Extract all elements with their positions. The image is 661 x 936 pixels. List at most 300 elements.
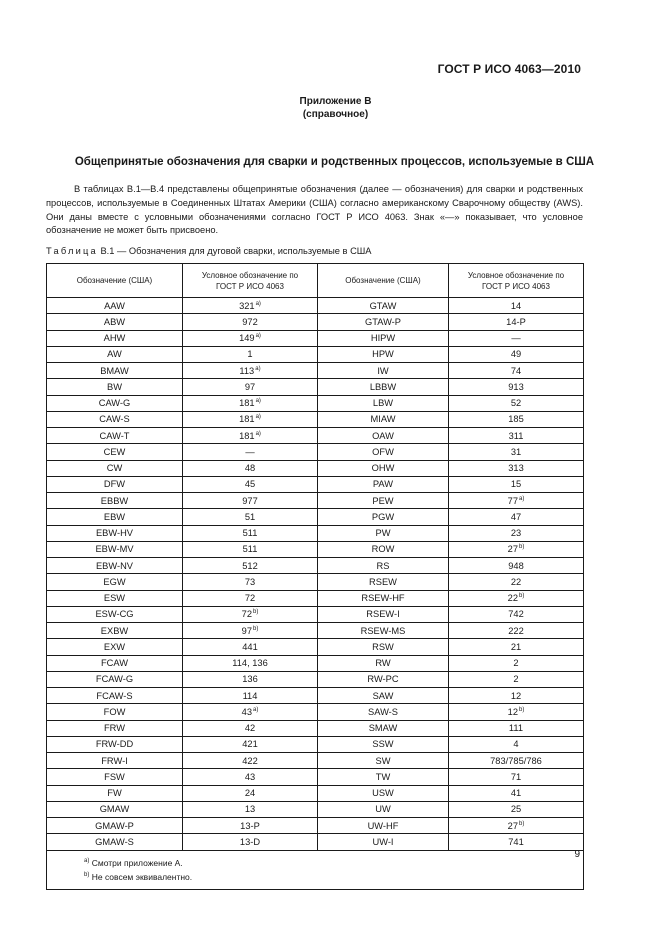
footnote-mark: b) xyxy=(253,625,259,632)
gost-number: 2 xyxy=(513,658,519,669)
gost-number-cell xyxy=(449,444,584,460)
gost-number-cell xyxy=(183,558,318,574)
appendix-title-block xyxy=(0,95,661,121)
us-code-cell xyxy=(318,801,449,817)
gost-number: 181 xyxy=(239,430,255,441)
us-code-cell xyxy=(318,720,449,736)
us-code-cell xyxy=(318,558,449,574)
gost-number-cell xyxy=(183,720,318,736)
gost-number: 74 xyxy=(510,365,522,376)
gost-number-cell xyxy=(183,606,318,622)
us-code-cell xyxy=(47,558,183,574)
table-row xyxy=(47,704,584,720)
us-code-cell xyxy=(318,395,449,411)
gost-number-cell xyxy=(449,330,584,346)
us-code-cell xyxy=(47,541,183,557)
table-row xyxy=(47,444,584,460)
gost-number-cell xyxy=(183,411,318,427)
gost-number: 73 xyxy=(244,576,256,587)
table-row xyxy=(47,590,584,606)
us-code-cell xyxy=(47,298,183,314)
us-code: SMAW xyxy=(368,723,398,734)
us-code: PGW xyxy=(371,511,395,522)
gost-number-cell xyxy=(183,330,318,346)
us-code: UW-I xyxy=(372,836,394,847)
us-code-cell xyxy=(47,736,183,752)
us-code: EGW xyxy=(103,576,126,587)
gost-number: 948 xyxy=(508,560,524,571)
gost-number: 313 xyxy=(508,463,524,474)
us-code: RSW xyxy=(372,641,394,652)
table-footnotes xyxy=(47,850,584,889)
table-row xyxy=(47,639,584,655)
us-code: FRW-I xyxy=(101,755,128,766)
gost-number-cell xyxy=(449,346,584,362)
gost-number: 4 xyxy=(513,739,519,750)
gost-number: 22 xyxy=(510,576,522,587)
gost-number: 15 xyxy=(510,479,522,490)
us-code: GTAW xyxy=(369,300,397,311)
us-code: BW xyxy=(107,381,122,392)
us-code: OHW xyxy=(371,463,395,474)
appendix-title: Приложение В xyxy=(299,96,372,107)
us-code: SSW xyxy=(372,739,394,750)
gost-number: 24 xyxy=(244,788,256,799)
gost-number-cell xyxy=(449,801,584,817)
gost-number-cell xyxy=(449,818,584,834)
us-code: CW xyxy=(106,463,123,474)
gost-number: 2 xyxy=(513,674,519,685)
table-row xyxy=(47,736,584,752)
footnote-text: Смотри приложение А. xyxy=(91,857,183,868)
us-code-cell xyxy=(47,460,183,476)
gost-number-cell xyxy=(449,623,584,639)
gost-number-cell xyxy=(449,753,584,769)
us-code-cell xyxy=(47,606,183,622)
us-code: FW xyxy=(107,788,122,799)
us-code-cell xyxy=(47,623,183,639)
us-code: FCAW-S xyxy=(96,690,133,701)
us-code: ROW xyxy=(371,544,395,555)
us-code-cell xyxy=(318,346,449,362)
footnote-text: Не совсем эквивалентно. xyxy=(91,871,193,882)
gost-number-cell xyxy=(449,785,584,801)
us-code-cell xyxy=(47,379,183,395)
table-row xyxy=(47,655,584,671)
us-code-cell xyxy=(47,753,183,769)
gost-number-cell xyxy=(183,639,318,655)
table-row xyxy=(47,720,584,736)
footnote-mark: a) xyxy=(255,365,261,372)
gost-number-cell xyxy=(449,720,584,736)
footnote-mark: a) xyxy=(255,414,261,421)
table-row xyxy=(47,574,584,590)
gost-number: 23 xyxy=(510,528,522,539)
us-code-cell xyxy=(318,379,449,395)
table-row xyxy=(47,476,584,492)
appendix-subtitle: (справочное) xyxy=(302,109,369,120)
us-code: EBW-HV xyxy=(95,528,134,539)
gost-number-cell xyxy=(449,509,584,525)
footnote-mark: b) xyxy=(519,820,525,827)
gost-number: 49 xyxy=(510,349,522,360)
us-code-cell xyxy=(47,801,183,817)
table-row xyxy=(47,753,584,769)
us-code: AW xyxy=(107,349,122,360)
gost-number: 72 xyxy=(244,593,256,604)
us-code: GMAW xyxy=(99,804,130,815)
us-code-cell xyxy=(318,298,449,314)
footnote-mark: b) xyxy=(519,544,525,551)
us-code-cell xyxy=(318,769,449,785)
us-code: SW xyxy=(375,755,391,766)
gost-number: 742 xyxy=(508,609,524,620)
gost-number-cell xyxy=(183,590,318,606)
us-code-cell xyxy=(318,639,449,655)
table-header-row xyxy=(47,264,584,298)
footnote-mark: a) xyxy=(255,430,261,437)
table-row xyxy=(47,801,584,817)
us-code-cell xyxy=(318,606,449,622)
us-code: GTAW-P xyxy=(365,316,401,327)
us-code-cell xyxy=(47,688,183,704)
page-number: 9 xyxy=(574,849,580,860)
footnote-mark: b) xyxy=(84,871,90,878)
gost-number-cell xyxy=(449,655,584,671)
us-code-cell xyxy=(318,509,449,525)
us-code: RW-PC xyxy=(367,674,399,685)
us-code-cell xyxy=(318,736,449,752)
standard-number: ГОСТ Р ИСО 4063—2010 xyxy=(437,62,581,76)
gost-number: 422 xyxy=(242,755,258,766)
us-code-cell xyxy=(47,363,183,379)
footnote-mark: a) xyxy=(255,300,261,307)
table-caption xyxy=(46,246,372,256)
table-row xyxy=(47,330,584,346)
gost-number-cell xyxy=(449,525,584,541)
designations-table xyxy=(46,263,584,890)
us-code: HIPW xyxy=(370,333,396,344)
us-code: EXW xyxy=(103,641,126,652)
us-code-cell xyxy=(318,785,449,801)
gost-number: 136 xyxy=(242,674,258,685)
us-code-cell xyxy=(47,476,183,492)
gost-number-cell xyxy=(449,460,584,476)
gost-number: 222 xyxy=(508,625,524,636)
table-row xyxy=(47,525,584,541)
us-code-cell xyxy=(318,834,449,850)
us-code-cell xyxy=(47,655,183,671)
table-row xyxy=(47,314,584,330)
gost-number-cell xyxy=(183,623,318,639)
us-code-cell xyxy=(47,411,183,427)
gost-number: 511 xyxy=(242,528,258,539)
us-code: AAW xyxy=(104,300,125,311)
us-code-cell xyxy=(47,509,183,525)
us-code: RSEW-I xyxy=(366,609,400,620)
us-code-cell xyxy=(47,704,183,720)
gost-number-cell xyxy=(449,428,584,444)
gost-number: 972 xyxy=(242,316,258,327)
us-code-cell xyxy=(318,671,449,687)
gost-number: 321 xyxy=(239,300,255,311)
table-row xyxy=(47,558,584,574)
us-code-cell xyxy=(318,460,449,476)
us-code: FRW-DD xyxy=(95,739,134,750)
us-code-cell xyxy=(47,330,183,346)
table-row xyxy=(47,606,584,622)
us-code: FRW xyxy=(104,723,125,734)
table-caption-label: Таблица xyxy=(46,246,98,256)
gost-number: 1 xyxy=(247,349,253,360)
gost-number: 52 xyxy=(510,398,522,409)
gost-number: 71 xyxy=(510,771,522,782)
gost-number: 181 xyxy=(239,414,255,425)
gost-number-cell xyxy=(183,704,318,720)
gost-number: 22 xyxy=(507,593,518,604)
table-row xyxy=(47,769,584,785)
us-code-cell xyxy=(47,590,183,606)
us-code-cell xyxy=(318,623,449,639)
gost-number: 97 xyxy=(241,625,252,636)
gost-number-cell xyxy=(183,444,318,460)
us-code-cell xyxy=(318,330,449,346)
footnote-mark: a) xyxy=(255,333,261,340)
table-row xyxy=(47,379,584,395)
gost-number-cell xyxy=(183,525,318,541)
table-row xyxy=(47,428,584,444)
gost-number-cell xyxy=(449,671,584,687)
gost-number-cell xyxy=(183,801,318,817)
us-code: AHW xyxy=(103,333,126,344)
gost-number: 42 xyxy=(244,723,256,734)
us-code-cell xyxy=(318,753,449,769)
gost-number: 114 xyxy=(242,690,258,701)
gost-number: 181 xyxy=(239,398,255,409)
us-code-cell xyxy=(47,769,183,785)
gost-number-cell xyxy=(183,460,318,476)
us-code-cell xyxy=(47,834,183,850)
us-code-cell xyxy=(318,818,449,834)
gost-number: 977 xyxy=(242,495,258,506)
us-code: DFW xyxy=(103,479,126,490)
header-us-designation: Обозначение (США) xyxy=(47,264,183,298)
table-row xyxy=(47,346,584,362)
us-code-cell xyxy=(47,574,183,590)
table-row xyxy=(47,363,584,379)
us-code-cell xyxy=(47,493,183,509)
gost-number: 512 xyxy=(242,560,258,571)
gost-number-cell xyxy=(183,509,318,525)
us-code: EBW-NV xyxy=(95,560,134,571)
gost-number: 43 xyxy=(241,706,252,717)
us-code: RSEW xyxy=(369,576,397,587)
us-code-cell xyxy=(318,493,449,509)
gost-number-cell xyxy=(449,688,584,704)
gost-number-cell xyxy=(449,639,584,655)
us-code-cell xyxy=(318,363,449,379)
us-code-cell xyxy=(47,395,183,411)
us-code-cell xyxy=(318,574,449,590)
gost-number: 72 xyxy=(241,609,252,620)
gost-number: 47 xyxy=(510,511,522,522)
gost-number-cell xyxy=(183,476,318,492)
footnote-mark: b) xyxy=(253,609,259,616)
footnote-mark: b) xyxy=(519,593,525,600)
us-code: FCAW xyxy=(100,658,129,669)
footnote xyxy=(83,870,583,884)
gost-number: 51 xyxy=(244,511,256,522)
us-code-cell xyxy=(318,444,449,460)
gost-number: 113 xyxy=(239,365,255,376)
table-caption-text: В.1 — Обозначения для дуговой сварки, используемые в США xyxy=(100,246,372,256)
us-code: HPW xyxy=(372,349,394,360)
gost-number: 783/785/786 xyxy=(490,755,542,766)
gost-number: 48 xyxy=(244,463,256,474)
gost-number: — xyxy=(511,333,521,344)
gost-number-cell xyxy=(183,736,318,752)
us-code: EBW-MV xyxy=(95,544,134,555)
us-code: ESW-CG xyxy=(95,609,134,620)
gost-number: 913 xyxy=(508,381,524,392)
gost-number-cell xyxy=(183,395,318,411)
gost-number-cell xyxy=(183,298,318,314)
gost-number: 27 xyxy=(507,544,518,555)
gost-number-cell xyxy=(183,769,318,785)
us-code: UW-HF xyxy=(367,820,399,831)
gost-number-cell xyxy=(183,818,318,834)
gost-number: 511 xyxy=(242,544,258,555)
footnote xyxy=(83,856,583,870)
intro-text: В таблицах В.1—В.4 представлены общепринятые обозначения (далее — обозначения) для сварки и родственных процессов, используемые в Соединенных Штатах Америки (США) согласно американскому Сварочному обществу (AWS). Они даны вместе с условными обозначениями согласно ГОСТ Р ИСО 4063. Знак «—» показывает, что условное обозначение не может быть присвоено. xyxy=(46,184,583,236)
gost-number-cell xyxy=(449,590,584,606)
us-code-cell xyxy=(318,525,449,541)
us-code: OAW xyxy=(372,430,394,441)
gost-number-cell xyxy=(183,753,318,769)
us-code-cell xyxy=(318,688,449,704)
us-code-cell xyxy=(318,704,449,720)
header-gost-number: Условное обозначение по ГОСТ Р ИСО 4063 xyxy=(183,264,318,298)
gost-number-cell xyxy=(449,314,584,330)
gost-number-cell xyxy=(183,379,318,395)
gost-number-cell xyxy=(183,655,318,671)
table-row xyxy=(47,688,584,704)
gost-number-cell xyxy=(449,574,584,590)
us-code-cell xyxy=(47,818,183,834)
intro-paragraph xyxy=(46,183,583,238)
us-code: EXBW xyxy=(100,625,129,636)
gost-number-cell xyxy=(183,314,318,330)
us-code: EBW xyxy=(103,511,126,522)
gost-number-cell xyxy=(183,541,318,557)
table-row xyxy=(47,493,584,509)
gost-number-cell xyxy=(449,606,584,622)
table-row xyxy=(47,298,584,314)
gost-number-cell xyxy=(449,411,584,427)
header-gost-number: Условное обозначение по ГОСТ Р ИСО 4063 xyxy=(449,264,584,298)
gost-number-cell xyxy=(449,558,584,574)
gost-number-cell xyxy=(449,379,584,395)
gost-number: 311 xyxy=(508,430,524,441)
us-code: PAW xyxy=(372,479,394,490)
gost-number-cell xyxy=(449,736,584,752)
gost-number-cell xyxy=(449,298,584,314)
us-code: USW xyxy=(372,788,394,799)
gost-number: 12 xyxy=(507,706,518,717)
gost-number: 77 xyxy=(507,495,518,506)
gost-number-cell xyxy=(449,541,584,557)
us-code-cell xyxy=(318,428,449,444)
gost-number: 12 xyxy=(510,690,522,701)
us-code: ESW xyxy=(103,593,126,604)
gost-number: 25 xyxy=(510,804,522,815)
gost-number: 13-D xyxy=(239,836,261,847)
us-code: PEW xyxy=(372,495,394,506)
gost-number: 13-P xyxy=(240,820,260,831)
us-code-cell xyxy=(47,444,183,460)
us-code-cell xyxy=(318,655,449,671)
us-code: SAW-S xyxy=(368,706,398,717)
gost-number-cell xyxy=(183,834,318,850)
table-row xyxy=(47,460,584,476)
us-code-cell xyxy=(47,671,183,687)
table-row xyxy=(47,541,584,557)
table-row xyxy=(47,411,584,427)
us-code: MIAW xyxy=(370,414,396,425)
us-code: CAW-G xyxy=(98,398,131,409)
gost-number-cell xyxy=(449,704,584,720)
us-code: RW xyxy=(375,658,391,669)
us-code-cell xyxy=(318,411,449,427)
gost-number: 97 xyxy=(244,381,256,392)
us-code-cell xyxy=(47,720,183,736)
us-code: GMAW-S xyxy=(95,836,134,847)
footnote-mark: a) xyxy=(519,495,525,502)
gost-number: 13 xyxy=(244,804,256,815)
us-code: CEW xyxy=(103,446,126,457)
gost-number: 43 xyxy=(244,771,256,782)
us-code: SAW xyxy=(372,690,394,701)
table-row xyxy=(47,785,584,801)
gost-number: 31 xyxy=(510,446,522,457)
gost-number: 21 xyxy=(510,641,522,652)
gost-number: 149 xyxy=(239,333,255,344)
us-code: LBBW xyxy=(369,381,397,392)
gost-number: 185 xyxy=(508,414,524,425)
header-us-designation: Обозначение (США) xyxy=(318,264,449,298)
table-row xyxy=(47,818,584,834)
table-row xyxy=(47,671,584,687)
us-code: FSW xyxy=(104,771,125,782)
table-row xyxy=(47,395,584,411)
us-code: FOW xyxy=(103,706,126,717)
section-heading: Общепринятые обозначения для сварки и родственных процессов, используемые в США xyxy=(74,156,595,168)
gost-number: 421 xyxy=(242,739,258,750)
gost-number: 741 xyxy=(508,836,524,847)
gost-number-cell xyxy=(183,428,318,444)
us-code-cell xyxy=(318,541,449,557)
us-code: GMAW-P xyxy=(95,820,134,831)
us-code: BMAW xyxy=(100,365,129,376)
gost-number-cell xyxy=(183,363,318,379)
us-code-cell xyxy=(318,590,449,606)
gost-number-cell xyxy=(449,493,584,509)
us-code-cell xyxy=(318,476,449,492)
us-code-cell xyxy=(47,346,183,362)
footnote-mark: a) xyxy=(253,706,259,713)
us-code-cell xyxy=(47,525,183,541)
table-row xyxy=(47,509,584,525)
